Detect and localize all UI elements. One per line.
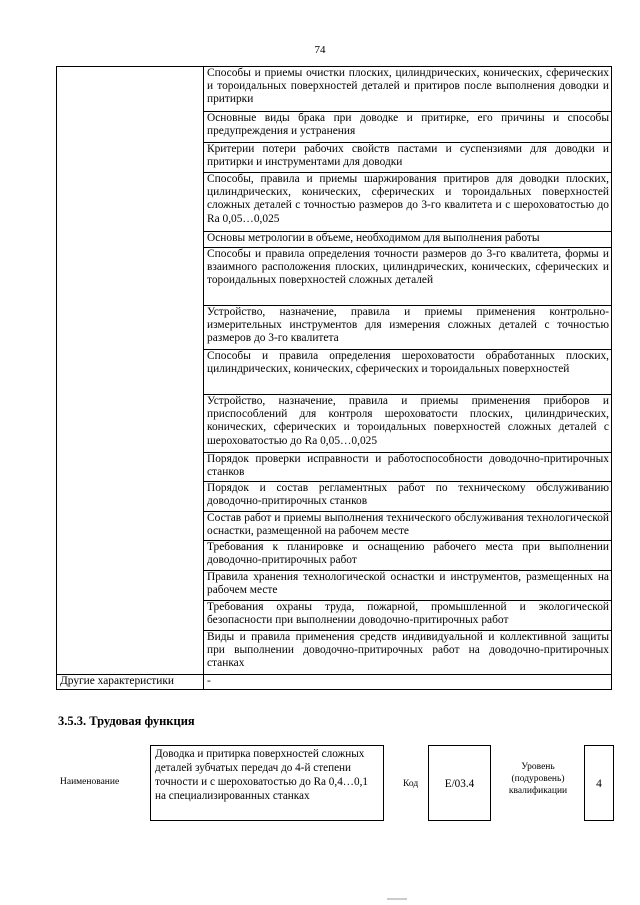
- code-label: Код: [403, 779, 419, 789]
- table-cell: Требования охраны труда, пожарной, промышленной и экологической безопасности при выполнении доводочно-притирочных работ: [204, 601, 612, 631]
- qualification-level-box: 4: [584, 745, 614, 821]
- table-cell: Требования к планировке и оснащению рабочего места при выполнении доводочно-притирочных работ: [204, 541, 612, 571]
- other-characteristics-label: Другие характеристики: [57, 675, 204, 690]
- table-cell: Основы метрологии в объеме, необходимом для выполнения работы: [204, 232, 612, 248]
- table-cell: Правила хранения технологической оснастки и инструментов, размещенных на рабочем месте: [204, 571, 612, 601]
- table-row: [57, 67, 612, 112]
- table-cell: Способы и приемы очистки плоских, цилиндрических, конических, сферических и тороидальных поверхностей деталей и притиров после выполнения доводки и притирки: [204, 67, 612, 112]
- table-cell: Устройство, назначение, правила и приемы применения контрольно-измерительных инструментов для измерения сложных деталей с точностью размеров до 3-го квалитета: [204, 306, 612, 350]
- knowledge-requirements-table: [56, 66, 612, 690]
- table-cell: Способы и правила определения точности размеров до 3-го квалитета, формы и взаимного расположения плоских, цилиндрических, конических, сферических и тороидальных поверхностей сложных деталей: [204, 248, 612, 306]
- labor-function-row: [58, 743, 614, 825]
- section-heading: 3.5.3. Трудовая функция: [58, 714, 195, 728]
- table-cell: Порядок и состав регламентных работ по техническому обслуживанию доводочно-притирочных станков: [204, 482, 612, 512]
- table-cell: Устройство, назначение, правила и приемы применения приборов и приспособлений для контроля шероховатости плоских, цилиндрических, конических, сферических и тороидальных поверхностей сложных деталей с шероховатостью до Ra 0,05…0,025: [204, 395, 612, 453]
- table-row-label-cell-empty: [57, 67, 204, 675]
- qualification-level-label: Уровень (подуровень) квалификации: [508, 762, 568, 796]
- table-cell: Основные виды брака при доводке и притирке, его причины и способы предупреждения и устранения: [204, 112, 612, 143]
- table-cell: Способы и правила определения шероховатости обработанных плоских, цилиндрических, конических, сферических и тороидальных поверхностей: [204, 350, 612, 395]
- other-characteristics-value: -: [204, 675, 612, 690]
- table-cell: Способы, правила и приемы шаржирования притиров для доводки плоских, цилиндрических, конических, сферических и тороидальных поверхностей сложных деталей с точностью размеров до 3-го квалитета и с шероховатостью до Ra 0,05…0,025: [204, 173, 612, 232]
- function-name-box: Доводка и притирка поверхностей сложных деталей зубчатых передач до 4-й степени точности и с шероховатостью до Ra 0,4…0,1 на специализированных станках: [150, 745, 384, 821]
- other-characteristics-row: [57, 675, 612, 690]
- table-cell: Порядок проверки исправности и работоспособности доводочно-притирочных станков: [204, 453, 612, 482]
- function-code-box: E/03.4: [428, 745, 491, 821]
- table-cell: Состав работ и приемы выполнения технического обслуживания технологической оснастки, размещенной на рабочем месте: [204, 512, 612, 541]
- name-label: Наименование: [60, 777, 120, 787]
- scan-artifact-mark: [387, 898, 407, 900]
- table-cell: Критерии потери рабочих свойств пастами и суспензиями для доводки и притирки и инструментами для доводки: [204, 143, 612, 173]
- page-number: 74: [314, 44, 326, 56]
- table-cell: Виды и правила применения средств индивидуальной и коллективной защиты при выполнении доводочно-притирочных работ на доводочно-притирочных станках: [204, 631, 612, 675]
